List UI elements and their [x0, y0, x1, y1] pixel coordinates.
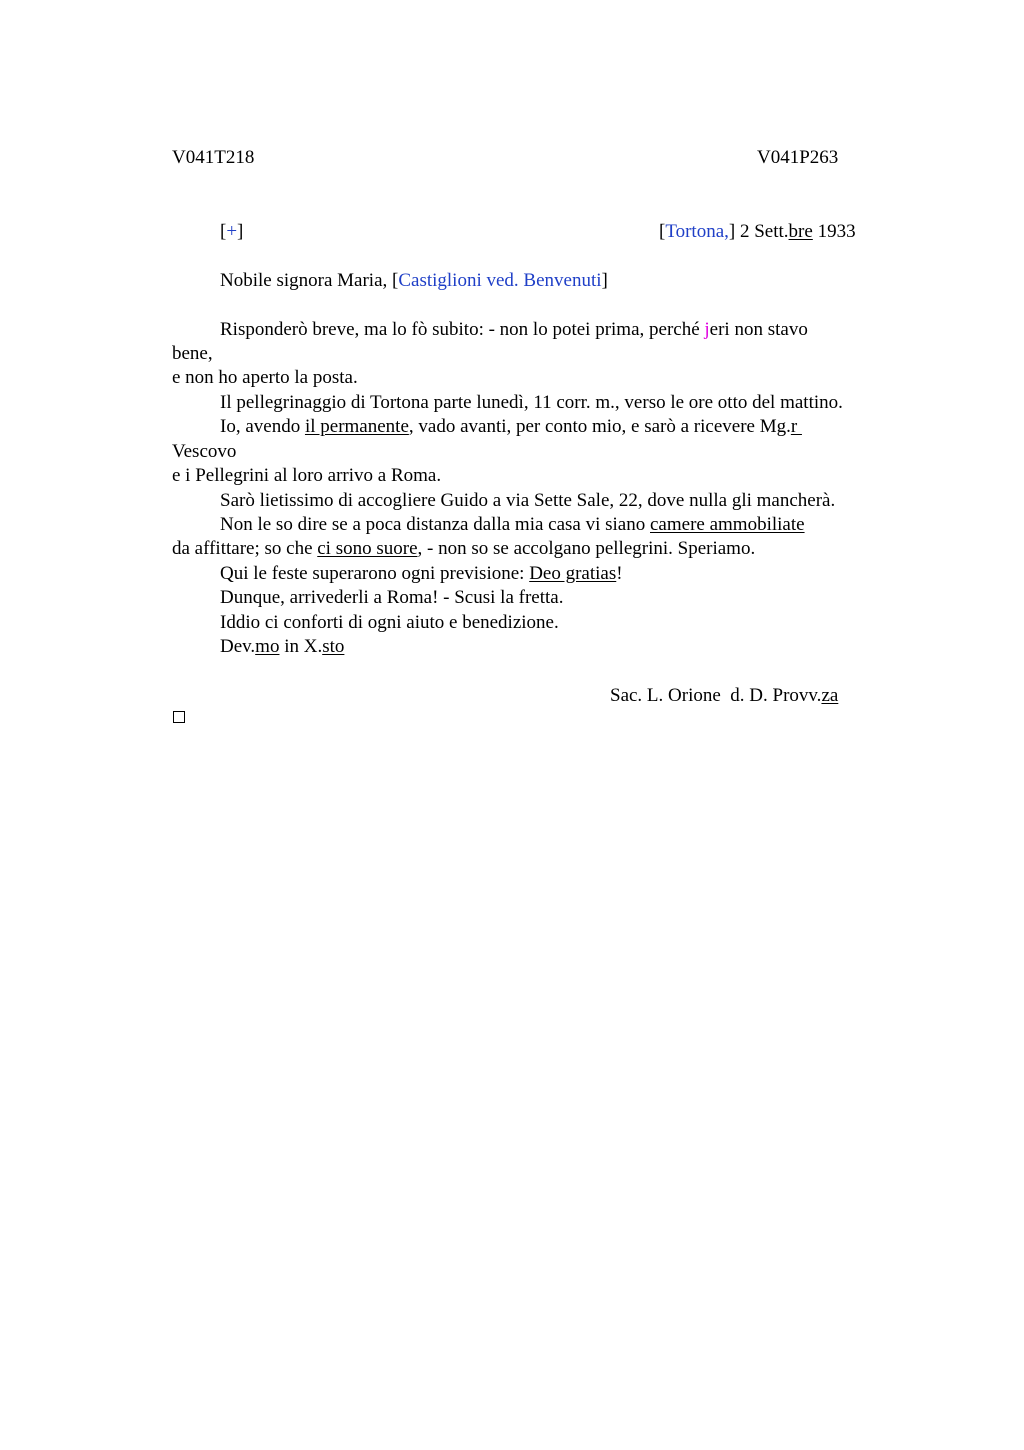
text-run: , - non so se accolgano pellegrini. Speriamo. [417, 538, 756, 559]
closing [220, 635, 344, 659]
underlined-text: Deo gratias [529, 563, 617, 584]
paragraph-1-line-3: e non ho aperto la posta. [172, 367, 358, 388]
date-month-abbrev: bre [788, 221, 813, 242]
document-code-left: V041T218 [172, 147, 255, 168]
bracket-open: [ [659, 221, 666, 242]
place-name: Tortona, [665, 221, 729, 242]
text-run: da affittare; so che [172, 538, 318, 559]
text-run: eri non stavo [709, 319, 808, 340]
text-run: Dev. [220, 636, 256, 657]
underlined-text: il permanente [304, 416, 409, 437]
recipient-name: Castiglioni ved. Benvenuti [398, 270, 602, 291]
date-day: 2 Sett. [735, 221, 789, 242]
paragraph-5-line-1 [220, 513, 805, 537]
text-run: Qui le feste superarono ogni previsione: [220, 563, 530, 584]
salutation-text: Nobile signora Maria, [ [220, 270, 399, 291]
underlined-text: ci sono suore [317, 538, 418, 559]
end-of-document-box [173, 711, 185, 723]
paragraph-4: Sarò lietissimo di accogliere Guido a via Sette Sale, 22, dove nulla gli mancherà. [220, 490, 836, 511]
paragraph-6 [220, 562, 623, 586]
salutation [220, 269, 608, 293]
bracket-close: ] [728, 221, 736, 242]
underlined-abbrev: r [790, 416, 802, 437]
paragraph-1-line-1 [220, 318, 808, 342]
date-year: 1933 [812, 221, 856, 242]
underlined-abbrev: mo [255, 636, 280, 657]
bracket-open: [ [220, 221, 227, 242]
bracket-close: ] [237, 221, 244, 242]
place-date [659, 220, 856, 244]
text-run: Sac. L. Orione d. D. Provv. [610, 685, 822, 706]
cross-symbol: + [226, 221, 238, 242]
paragraph-1-line-2: bene, [172, 343, 213, 364]
text-run: Io, avendo [220, 416, 305, 437]
signature [610, 684, 838, 708]
paragraph-2: Il pellegrinaggio di Tortona parte lunedì, 11 corr. m., verso le ore otto del mattino. [220, 392, 843, 413]
paragraph-3-line-2: Vescovo [172, 441, 237, 462]
highlighted-letter: j [704, 319, 710, 340]
text-run: Non le so dire se a poca distanza dalla mia casa vi siano [220, 514, 650, 535]
paragraph-7: Dunque, arrivederli a Roma! - Scusi la fretta. [220, 587, 564, 608]
text-run: , vado avanti, per conto mio, e sarò a ricevere Mg. [408, 416, 791, 437]
underlined-abbrev: sto [322, 636, 345, 657]
underlined-text: camere ammobiliate [650, 514, 805, 535]
underlined-abbrev: za [821, 685, 839, 706]
paragraph-3-line-1 [220, 415, 802, 439]
paragraph-8: Iddio ci conforti di ogni aiuto e benedizione. [220, 612, 559, 633]
paragraph-3-line-3: e i Pellegrini al loro arrivo a Roma. [172, 465, 442, 486]
cross-mark [220, 220, 243, 244]
text-run: in X. [279, 636, 323, 657]
document-code-right: V041P263 [757, 147, 839, 168]
bracket-close: ] [601, 270, 608, 291]
paragraph-5-line-2 [172, 537, 755, 561]
text-run: Risponderò breve, ma lo fò subito: - non lo potei prima, perché [220, 319, 705, 340]
text-run: ! [616, 563, 623, 584]
